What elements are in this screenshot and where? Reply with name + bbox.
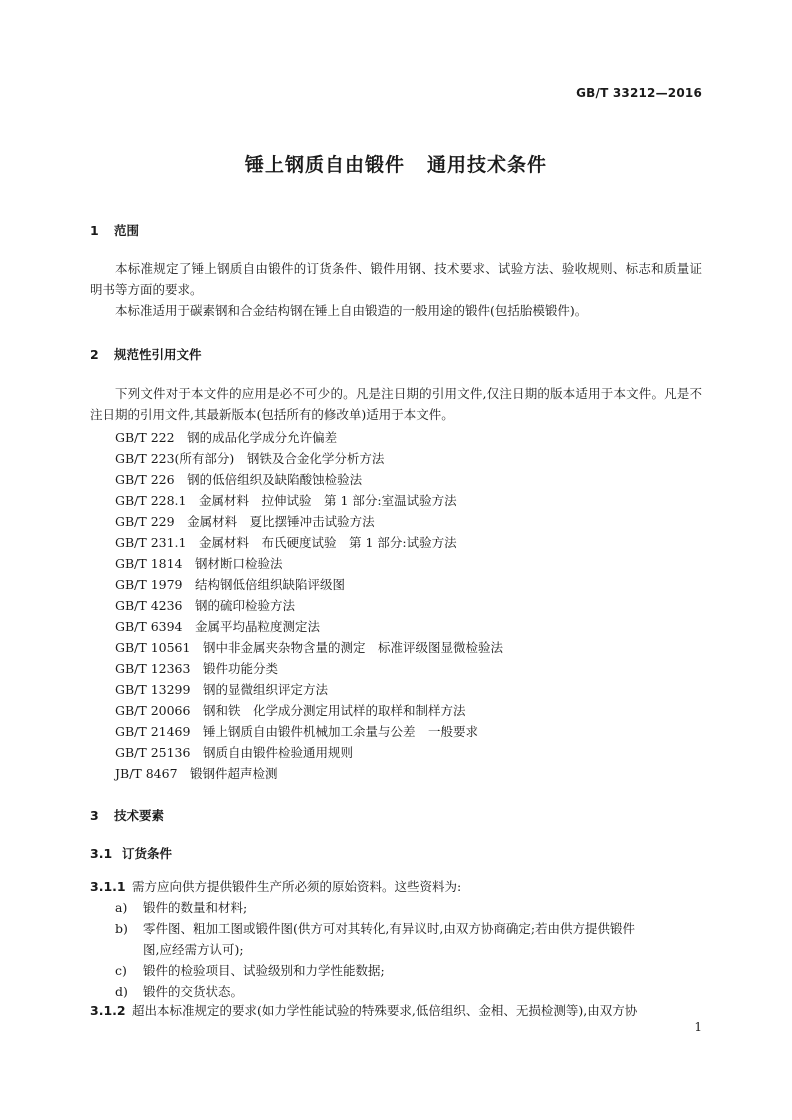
reference-item: GB/T 4236 钢的硫印检验方法 — [115, 598, 296, 613]
reference-item: GB/T 1814 钢材断口检验法 — [115, 556, 283, 571]
reference-item: GB/T 21469 锤上钢质自由锻件机械加工余量与公差 一般要求 — [115, 724, 478, 739]
reference-item: GB/T 1979 结构钢低倍组织缺陷评级图 — [115, 577, 346, 592]
section-2-heading: 2 规范性引用文件 — [90, 347, 202, 362]
section-1-para-2: 本标准适用于碳素钢和合金结构钢在锤上自由锻造的一般用途的锻件(包括胎模锻件)。 — [115, 303, 588, 318]
document-code: GB/T 33212—2016 — [576, 86, 702, 100]
page-number: 1 — [694, 1020, 702, 1034]
list-item: b) 零件图、粗加工图或锻件图(供方可对其转化,有异议时,由双方协商确定;若由供方提供锻件 图,应经需方认可); — [115, 921, 636, 957]
list-item: d) 锻件的交货状态。 — [115, 984, 244, 999]
reference-item: GB/T 10561 钢中非金属夹杂物含量的测定 标准评级图显微检验法 — [115, 640, 503, 655]
section-1-para-1: 本标准规定了锤上钢质自由锻件的订货条件、锻件用钢、技术要求、试验方法、验收规则、标志和质量证明书等方面的要求。 — [90, 261, 702, 297]
reference-item: JB/T 8467 锻钢件超声检测 — [115, 766, 278, 781]
title-part-2: 通用技术条件 — [427, 154, 548, 176]
reference-item: GB/T 223(所有部分) 钢铁及合金化学分析方法 — [115, 451, 385, 466]
reference-item: GB/T 20066 钢和铁 化学成分测定用试样的取样和制样方法 — [115, 703, 466, 718]
clause-3-1-2: 3.1.2 超出本标准规定的要求(如力学性能试验的特殊要求,低倍组织、金相、无损检测等),由双方协 — [90, 1003, 638, 1018]
section-2-intro: 下列文件对于本文件的应用是必不可少的。凡是注日期的引用文件,仅注日期的版本适用于本文件。凡是不注日期的引用文件,其最新版本(包括所有的修改单)适用于本文件。 — [90, 386, 702, 422]
section-1-heading: 1 范围 — [90, 223, 140, 238]
reference-item: GB/T 226 钢的低倍组织及缺陷酸蚀检验法 — [115, 472, 363, 487]
reference-item: GB/T 228.1 金属材料 拉伸试验 第 1 部分:室温试验方法 — [115, 493, 457, 508]
title-part-1: 锤上钢质自由锻件 — [244, 154, 405, 176]
reference-item: GB/T 222 钢的成品化学成分允许偏差 — [115, 430, 338, 445]
document-title — [0, 150, 792, 177]
reference-item: GB/T 231.1 金属材料 布氏硬度试验 第 1 部分:试验方法 — [115, 535, 457, 550]
list-item: c) 锻件的检验项目、试验级别和力学性能数据; — [115, 963, 385, 978]
reference-item: GB/T 25136 钢质自由锻件检验通用规则 — [115, 745, 353, 760]
reference-item: GB/T 6394 金属平均晶粒度测定法 — [115, 619, 321, 634]
list-item: a) 锻件的数量和材料; — [115, 900, 248, 915]
section-3-1-heading: 3.1 订货条件 — [90, 846, 173, 861]
section-3-heading: 3 技术要素 — [90, 808, 165, 823]
clause-3-1-1: 3.1.1 需方应向供方提供锻件生产所必须的原始资料。这些资料为: — [90, 879, 462, 894]
reference-item: GB/T 12363 锻件功能分类 — [115, 661, 278, 676]
reference-item: GB/T 13299 钢的显微组织评定方法 — [115, 682, 328, 697]
reference-item: GB/T 229 金属材料 夏比摆锤冲击试验方法 — [115, 514, 375, 529]
